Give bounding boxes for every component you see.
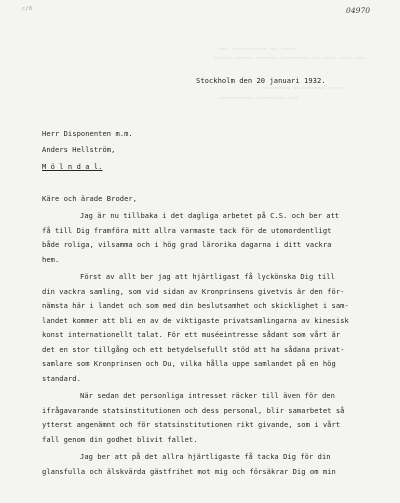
salutation: Käre och ärade Broder,	[42, 194, 138, 203]
bleed-through-line: ~~~~~~~~~~ ~~~~~~~~ ~~~	[218, 96, 299, 102]
body-line: ytterst angenämnt och för statsinstitutionen rikt givande, som i vårt	[42, 420, 341, 429]
body-line: glansfulla och älskvärda gästfrihet mot mig och försäkrar Dig om min	[42, 467, 336, 476]
body-line: det en stor tillgång och ett betydelsefullt stöd att ha sådana privat-	[42, 345, 345, 354]
body-line: Jag ber att på det allra hjärtligaste få tacka Dig för din	[80, 452, 331, 461]
bleed-through-line: ~~~~~ ~~~~~ ~~~~~~ ~~~~~~~~ ~~ ~~~~ ~~~ ~~~	[214, 56, 365, 62]
body-line: standard.	[42, 374, 81, 383]
bleed-through-line: ~~~ ~~~~~~~~~~ ~~ ~~~~	[218, 47, 296, 53]
top-left-mark: c/8	[22, 6, 33, 12]
body-line: få till Dig framföra mitt allra varmaste tack för de utomordentligt	[42, 226, 332, 235]
body-line: Jag är nu tillbaka i det dagliga arbetet på C.S. och ber att	[80, 211, 340, 220]
body-line: ifrågavarande statsinstitutionen och dess personal, blir samarbetet så	[42, 406, 345, 415]
body-line: fall genom din godhet blivit fallet.	[42, 435, 198, 444]
dateline: Stockholm den 20 januari 1932.	[196, 76, 326, 85]
recipient-city: M ö l n d a l.	[42, 162, 103, 171]
document-number: 04970	[346, 6, 371, 15]
recipient-name: Anders Hellström,	[42, 145, 116, 154]
recipient-title: Herr Disponenten m.m.	[42, 129, 133, 138]
body-line: hem.	[42, 255, 60, 264]
body-line: När sedan det personliga intresset räcker till även för den	[80, 391, 335, 400]
body-line: landet kommer att bli en av de viktigaste privatsamlingarna av kinesisk	[42, 316, 349, 325]
body-line: samlare som Kronprinsen och Du, vilka hålla uppe samlandet på en hög	[42, 359, 336, 368]
body-line: Först av allt ber jag att hjärtligast få lyckönska Dig till	[80, 272, 335, 281]
body-line: både roliga, vilsamma och i hög grad lärorika dagarna i ditt vackra	[42, 240, 332, 249]
body-line: konst internationellt talat. För ett muséeintresse sådant som vårt är	[42, 330, 341, 339]
body-line: nämsta här i landet och som med din beslutsamhet och skicklighet i sam-	[42, 301, 349, 310]
body-line: din vackra samling, som vid sidan av Kronprinsens givetvis är den för-	[42, 287, 345, 296]
bleed-through-line: ~~~~~~~~ ~~~~~~~~~ ~~~~	[262, 86, 343, 92]
